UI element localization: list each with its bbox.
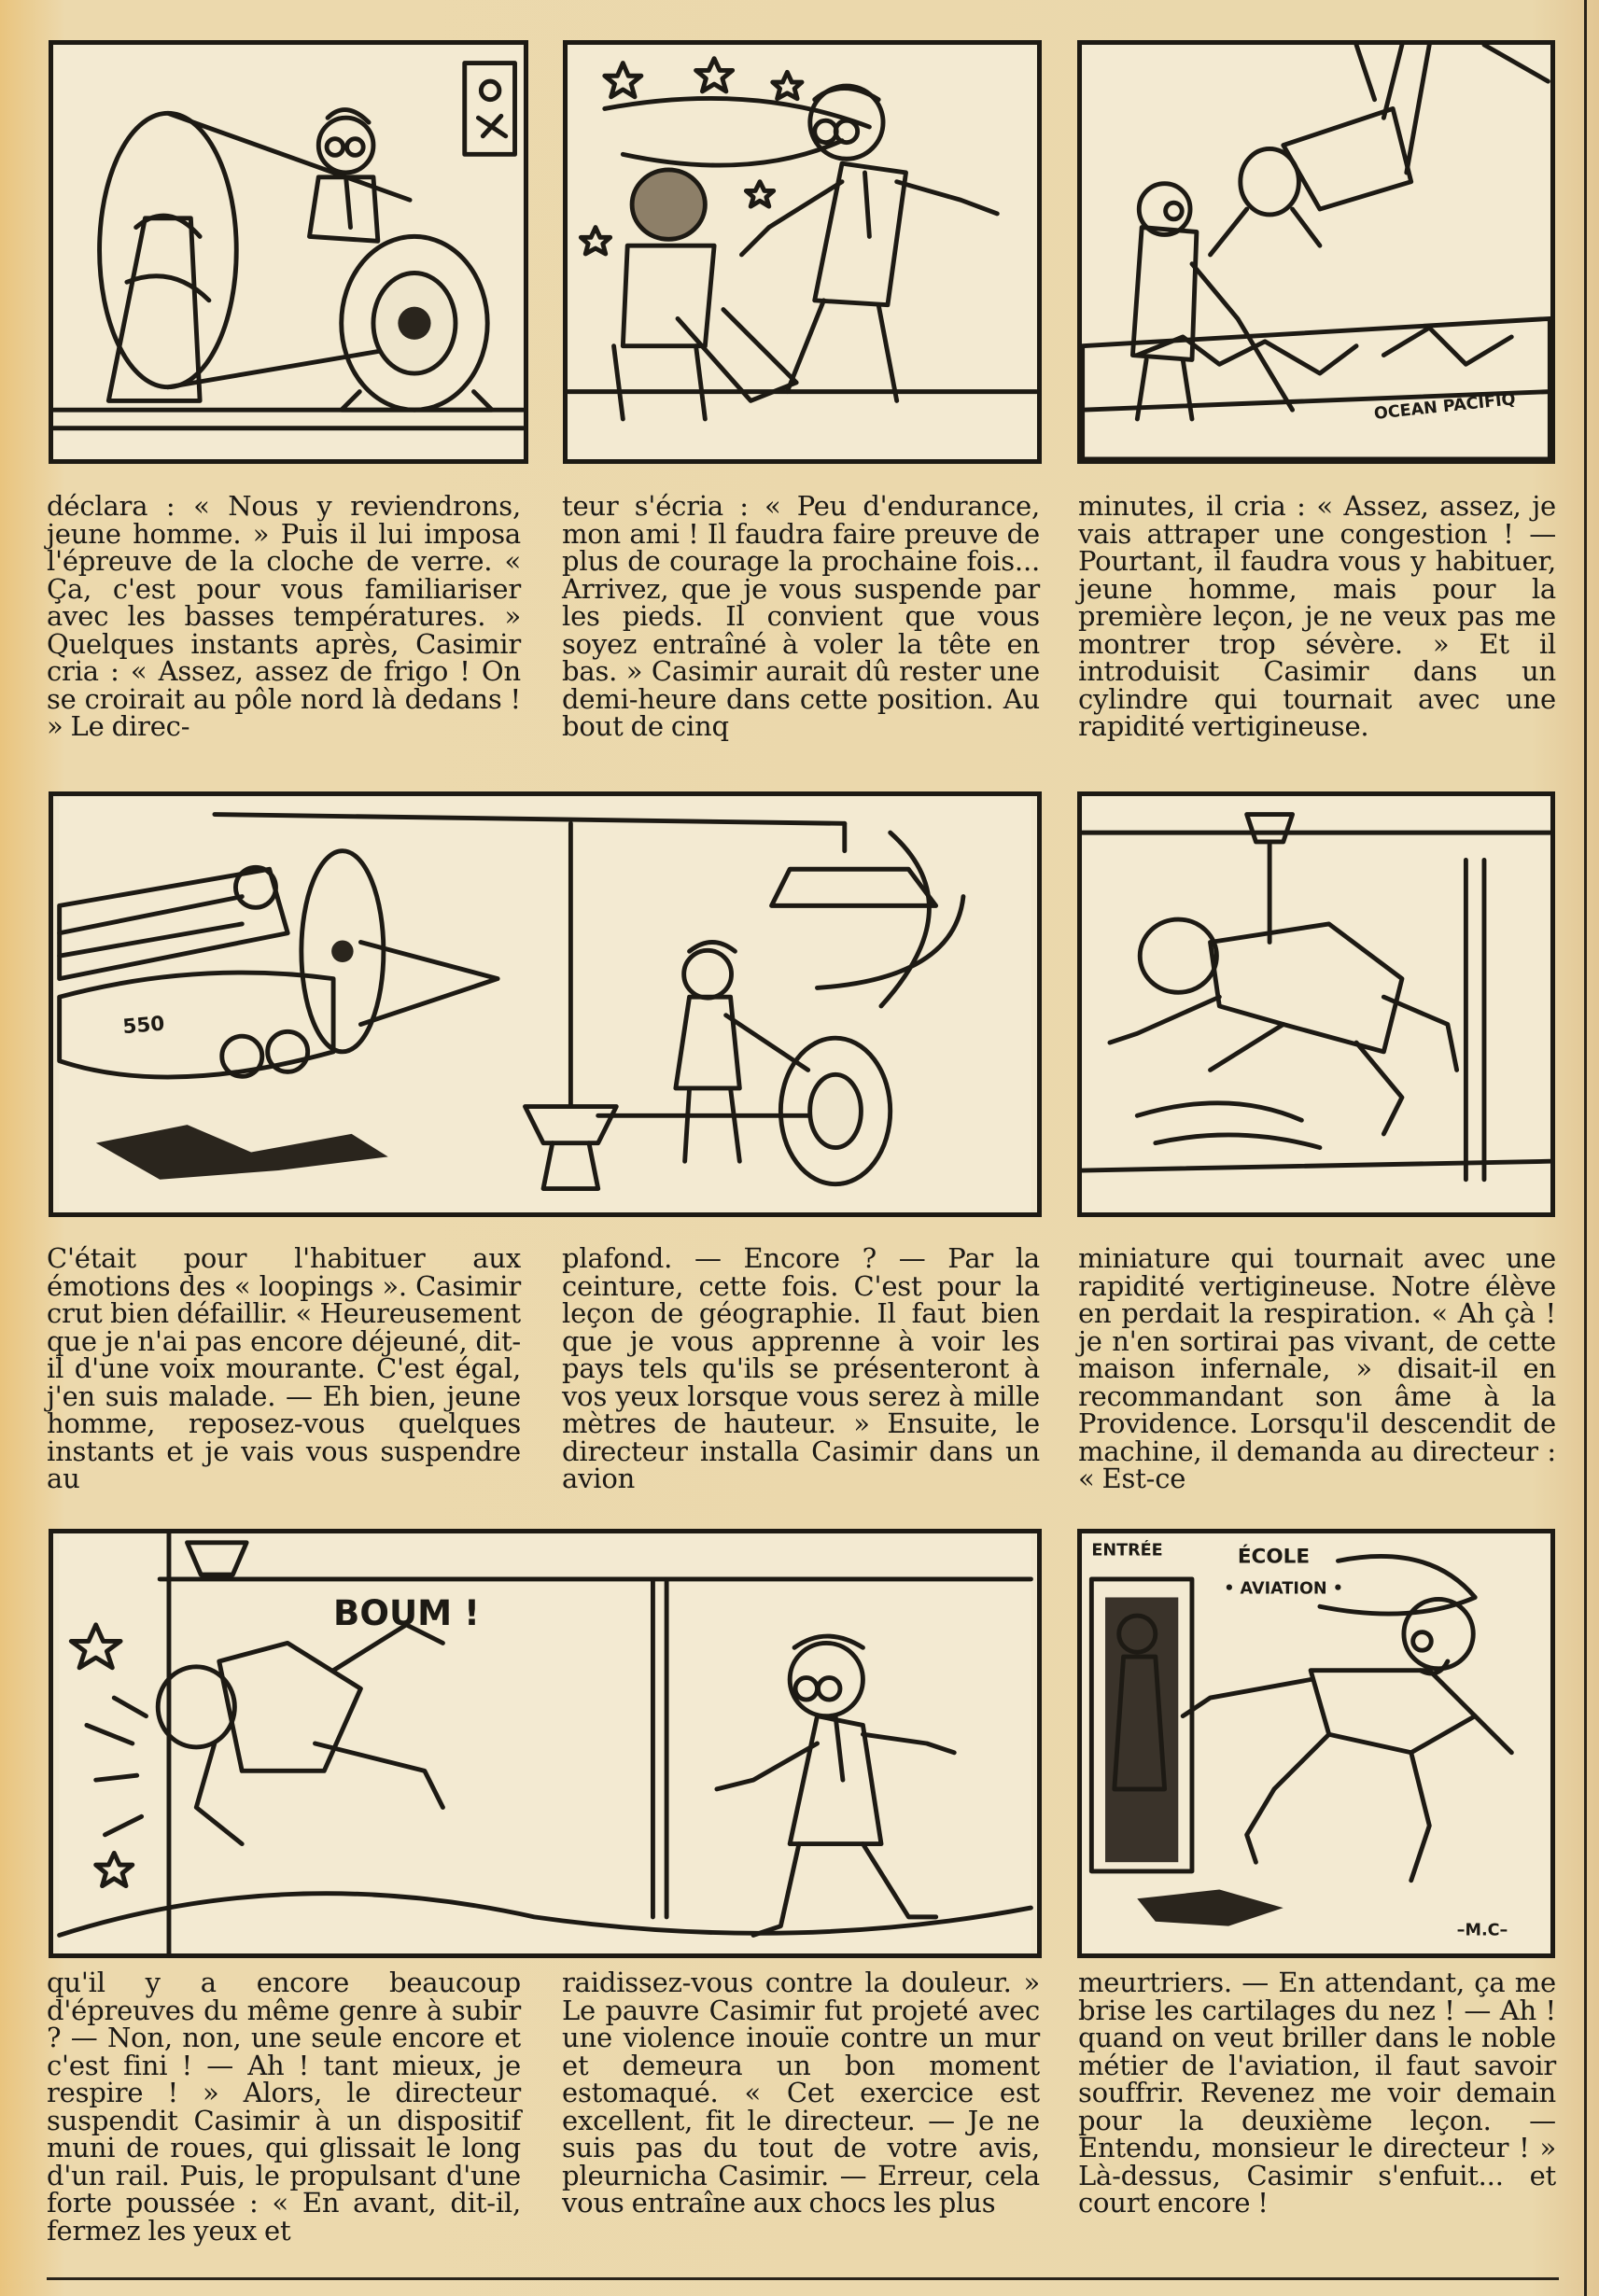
etoiles-illustration [568, 45, 1037, 459]
avion-illustration [53, 796, 1037, 1212]
carte-illustration [1082, 45, 1550, 459]
text-row2-col1: C'était pour l'habituer aux émotions des « loopings ». Casimir crut bien défaillir. « Heureusement que je n'ai pas encore déjeuné, dit-il d'une voix mourante. C'est égal, j'en suis malade. — Eh bien, jeune homme, reposez-vous quelques instants et je vais vous suspendre au [47, 1242, 521, 1494]
signature: –M.C– [1456, 1921, 1508, 1940]
fuite-illustration [1082, 1533, 1550, 1953]
mur-illustration [53, 1533, 1037, 1953]
panel-casimir-contre-mur [49, 1529, 1042, 1958]
boum-sound-effect: BOUM ! [333, 1591, 480, 1633]
panel-casimir-assis-etoiles [563, 40, 1042, 464]
sign-aviation: • AVIATION • [1224, 1579, 1344, 1599]
text-row2-col2: plafond. — Encore ? — Par la ceinture, cette fois. C'est pour la leçon de géographie. Il faut bien que je vous apprenne à voir les pays tels qu'ils se présenteront à vos yeux lorsque vous serez à mille mètres de hauteur. » Ensuite, le directeur installa Casimir dans un avion [562, 1242, 1040, 1494]
panel-casimir-suspendu-carte [1077, 40, 1555, 464]
rail-illustration [1082, 796, 1550, 1212]
text-row2-col3: miniature qui tournait avec une rapidité vertigineuse. Notre élève en perdait la respiration. « Ah çà ! je n'en sortirai pas vivant, de cette maison infernale, » disait-il en recommandant son âme à la Providence. Lorsqu'il descendit de machine, il demanda au directeur : « Est-ce [1078, 1242, 1556, 1494]
sign-ecole: ÉCOLE [1237, 1545, 1311, 1569]
panel-casimir-dispositif-rail [1077, 791, 1555, 1217]
right-margin-line [1584, 0, 1587, 2296]
text-row1-col1: déclara : « Nous y reviendrons, jeune homme. » Puis il lui imposa l'épreuve de la cloche de verre. « Ça, c'est pour vous familiariser avec les basses températures. » Quelques instants après, Casimir cria : « Assez, assez de frigo ! On se croirait au pôle nord là dedans ! » Le direc- [47, 490, 521, 742]
text-row3-col2: raidissez-vous contre la douleur. » Le pauvre Casimir fut projeté avec une violence inouïe contre un mur et demeura un bon moment estomaqué. « Cet exercice est excellent, fit le directeur. — Je ne suis pas du tout de votre avis, pleurnicha Casimir. — Erreur, cela vous entraîne aux chocs les plus [562, 1967, 1040, 2219]
sign-entree: ENTRÉE [1091, 1541, 1163, 1561]
text-row1-col3: minutes, il cria : « Assez, assez, je vais attraper une congestion ! — Pourtant, il faudra vous y habituer, jeune homme, mais pour la première leçon, je ne veux pas me montrer trop sévère. » Et il introduisit Casimir dans un cylindre qui tournait avec une rapidité vertigineuse. [1078, 490, 1556, 742]
map-label: OCEAN PACIFIQ [1373, 390, 1517, 424]
text-row3-col3: meurtriers. — En attendant, ça me brise les cartilages du nez ! — Ah ! quand on veut briller dans le noble métier de l'aviation, il faut savoir souffrir. Revenez me voir demain pour la deuxième leçon. — Entendu, monsieur le directeur ! » Là-dessus, Casimir s'enfuit... et court encore ! [1078, 1967, 1556, 2219]
panel-casimir-s-enfuit [1077, 1529, 1555, 1958]
cloche-illustration [53, 45, 524, 459]
text-row3-col1: qu'il y a encore beaucoup d'épreuves du même genre à subir ? — Non, non, une seule encore et c'est fini ! — Ah ! tant mieux, je respire ! » Alors, le directeur suspendit Casimir à un dispositif muni de roues, qui glissait le long d'un rail. Puis, le propulsant d'une forte poussée : « En avant, dit-il, fermez les yeux et [47, 1967, 521, 2247]
plane-number: 550 [121, 1012, 166, 1040]
panel-avion-miniature-tournant [49, 791, 1042, 1217]
panel-cloche-de-verre [49, 40, 528, 464]
text-row1-col2: teur s'écria : « Peu d'endurance, mon ami ! Il faudra faire preuve de plus de courage la prochaine fois... Arrivez, que je vous suspende par les pieds. Il convient que vous soyez entraîné à voler la tête en bas. » Casimir aurait dû rester une demi-heure dans cette position. Au bout de cinq [562, 490, 1040, 742]
bottom-divider [47, 2277, 1559, 2280]
